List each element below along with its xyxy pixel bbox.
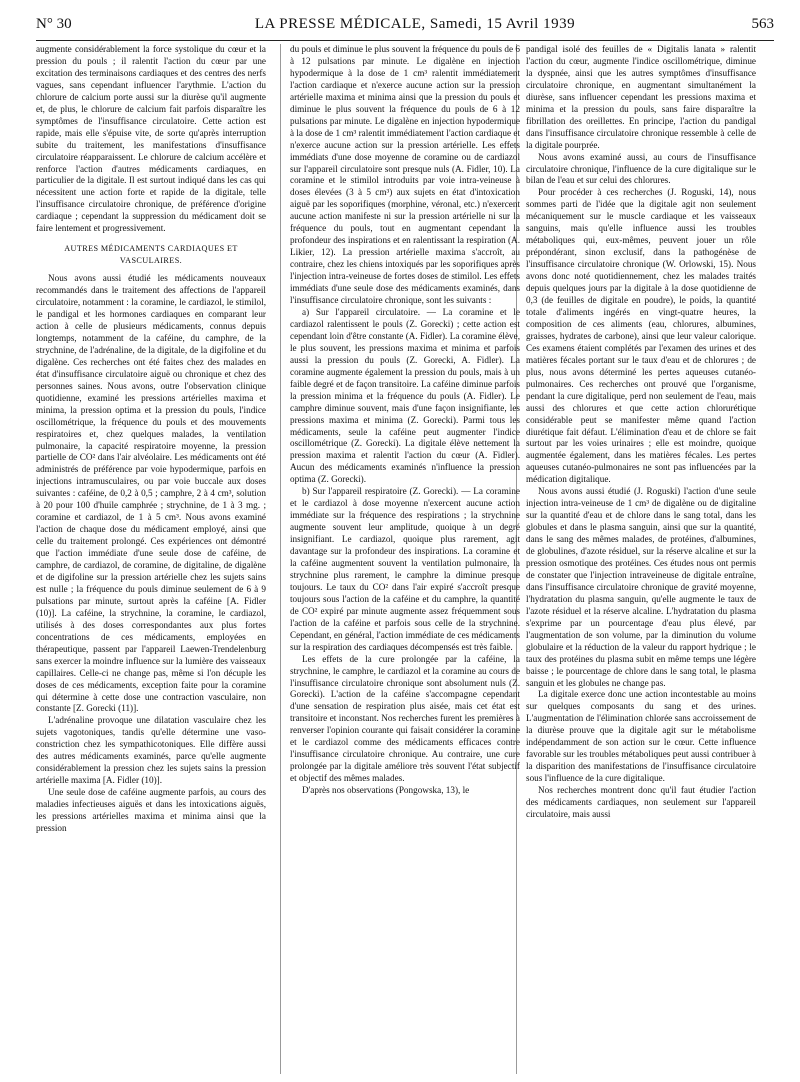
- column-right: [526, 44, 756, 1078]
- paragraph: Nous avons aussi étudié les médicaments nouveaux recommandés dans le traitement des affections de l'appareil circulatoire, notamment : la coramine, le cardiazol, le stimilol, le pandigal et les hormones cardiaques en comparant leur action à celle de plusieurs médicaments, connus depuis longtemps, notamment de la caféine, du camphre, de la strychnine, de l'adrénaline, de la digitale, de la digifoline et du digalène. Ces recherches ont été faites chez des malades en état d'insuffisance circulatoire aiguë ou chronique et chez des personnes saines. Nous avons, outre l'observation clinique quotidienne, examiné les pressions artérielles maxima et minima, la pression optima et la pression du pouls, l'indice oscillométrique, la fréquence du pouls et des mouvements respiratoires et, chez quelques malades, la ventilation pulmonaire, la capacité respiratoire moyenne, la pression partielle de CO² dans l'air alvéolaire. Les médicaments ont été administrés de préférence par voie hypodermique, parfois en injections intramusculaires, ou par voie buccale aux doses suivantes : caféine, de 0,2 à 0,5 ; camphre, 2 à 4 cm³, solution à 20 pour 100 d'huile camphrée ; strychnine, de 1 à 3 mg. ; coramine et cardiazol, de 1 à 5 cm³. Nous avons examiné l'action de chaque dose du médicament employé, ainsi que celle du traitement prolongé. Ces expériences ont démontré que l'action immédiate d'une seule dose de caféine, de camphre, de cardiazol, de coramine, de digitaline, de digalène et de digifoline sur la pression artérielle chez les sujets sains est nulle ; la fréquence du pouls diminue seulement de 6 à 9 pulsations par minute, surtout après la caféine [A. Fidler (10)]. La caféine, la strychnine, la coramine, le cardiazol, utilisés à des doses correspondantes aux plus fortes concentrations de ces médicaments, employées en thérapeutique, passent par l'appareil Laewen-Trendelenburg sans exercer la moindre influence sur la lumière des vaisseaux capillaires. Celle-ci ne change pas, même si l'on décuple les doses de ces médicaments, exception faite pour la coramine qui détermine à cette dose une contraction vasculaire, non constante [Z. Gorecki (11)].: [36, 273, 266, 714]
- paragraph: Pour procéder à ces recherches (J. Roguski, 14), nous sommes parti de l'idée que la digitale agit non seulement mécaniquement sur le muscle cardiaque et les vaisseaux sanguins, mais qu'elle influence aussi les troubles métaboliques qui, eux-mêmes, peuvent jouer un rôle prépondérant, sinon exclusif, dans la pathogénèse de l'insuffisance circulatoire chronique (W. Orlowski, 15). Nous avons donc noté quotidiennement, chez les malades traités depuis quelques jours par la digitale à la dose quotidienne de 0,3 (de feuilles de digitale en poudre), le poids, la quantité totale d'aliments ingérés en vingt-quatre heures, la composition de ces aliments (eau, chlorures, albumines, graisses, hydrates de carbone), ainsi que leur valeur calorique. Ces examens étaient complétés par l'examen des urines et des matières fécales portant sur le taux d'eau et de chlorures ; de plus, nous avons déterminé les pertes aqueuses cutanéo-pulmonaires. Ces recherches ont prouvé que l'organisme, pendant la cure digitalique, perd non seulement de l'eau, mais aussi des chlorures et que cette action chlorurétique considérable peut se manifester même quand l'action diurétique fait défaut. L'élimination d'eau et de chlore se fait surtout par les voies urinaires ; elle est moindre, quoique augmentée également, dans les matières fécales. Les pertes aqueuses cutanéo-pulmonaires ne sont pas influencées par la médication digitalique.: [526, 187, 756, 485]
- column-left: [36, 44, 266, 1078]
- journal-title: LA PRESSE MÉDICALE, Samedi, 15 Avril 1939: [254, 16, 576, 32]
- paragraph: Nous avons aussi étudié (J. Roguski) l'action d'une seule injection intra-veineuse de 1 cm³ de digalène ou de digitaline sur la quantité d'eau et de chlore dans le sang total, dans les globules et dans le plasma sanguin, ainsi que sur la quantité, dans le sang des mêmes malades, de protéines, d'albumines, de globulines, d'azote résiduel, sur la réserve alcaline et sur la pression osmotique des protéines. Ces études nous ont permis de constater que l'injection intraveineuse de digitale entraîne, dans l'insuffisance circulatoire chronique de gravité moyenne, l'hydratation du plasma sanguin, qu'elle augmente le taux de l'azote résiduel et la réserve alcaline. L'hydratation du plasma s'exprime par un pourcentage d'eau plus élevé, par l'augmentation de son volume, par la diminution du volume globulaire et la réduction de la valeur du rapport hydrique ; le taux des protéines du plasma subit en même temps une légère baisse ; le pourcentage de chlore dans le sang total, le plasma sanguin et les globules ne change pas.: [526, 486, 756, 688]
- column-divider: [280, 44, 281, 1074]
- column-middle: [290, 44, 520, 1078]
- page-number: 563: [751, 16, 774, 32]
- paragraph: a) Sur l'appareil circulatoire. — La coramine et le cardiazol ralentissent le pouls (Z. Gorecki) ; cette action est cependant loin d'être constante (A. Fidler). La coramine élève, le plus souvent, les pressions maxima et minima et parfois aussi la pression du pouls (Z. Gorecki, A. Fidler). La coramine augmente également la pression du pouls, mais à un faible degré et de façon transitoire. La caféine diminue parfois la pression minima et la fréquence du pouls (A. Fidler). Le camphre diminue souvent, mais d'une façon insignifiante, les pressions maxima et minima (Z. Gorecki). Parmi tous les médicaments, seule la caféine peut augmenter l'indice oscillométrique (Z. Gorecki). La digitale élève nettement la pression maxima et ralentit l'action du cœur (A. Fidler). Aucun des médicaments examinés n'influence la pression optima (Z. Gorecki).: [290, 306, 520, 485]
- page-header: [36, 16, 774, 41]
- paragraph: pandigal isolé des feuilles de « Digitalis lanata » ralentit l'action du cœur, augmente l'indice oscillométrique, diminue la dyspnée, ainsi que les autres symptômes d'insuffisance circulatoire chronique, en augmentant simultanément la diurèse, sans influencer cependant les pressions maxima et minima et la pression du pouls, sans faire disparaître la fibrillation des oreillettes. En principe, l'action du pandigal dans l'insuffisance circulatoire chronique ressemble à celle de la digitale pourprée.: [526, 44, 756, 150]
- section-heading: AUTRES MÉDICAMENTS CARDIAQUES ET VASCULAIRES.: [64, 244, 238, 266]
- paragraph: Les effets de la cure prolongée par la caféine, la strychnine, le camphre, le cardiazol et la coramine au cours de l'insuffisance circulatoire chronique sont absolument nuls (Z. Gorecki). L'action de la caféine s'accompagne cependant d'une sensation de respiration plus aisée, mais cet état est transitoire et inconstant. Nos recherches furent les premières à renverser l'opinion courante qui faisait considérer la coramine et le cardiazol comme des médicaments efficaces contre l'insuffisance circulatoire chronique. Au contraire, une cure prolongée par la digitale améliore très souvent l'état subjectif et objectif des mêmes malades.: [290, 653, 520, 784]
- paragraph: L'adrénaline provoque une dilatation vasculaire chez les sujets vagotoniques, tandis qu'elle détermine une vaso-constriction chez les sympathicotoniques. Elle diffère aussi des autres médicaments examinés, parce qu'elle augmente considérablement la pression chez les sujets sains la pression artérielle maxima [A. Fidler (10)].: [36, 715, 266, 786]
- paragraph: D'après nos observations (Pongowska, 13), le: [302, 785, 470, 796]
- paragraph: du pouls et diminue le plus souvent la fréquence du pouls de 6 à 12 pulsations par minute. Le digalène en injection hypodermique à la dose de 1 cm³ ralentit immédiatement l'action cardiaque et n'exerce aucune action sur la pression artérielle maxima et minima ainsi que la pression du pouls et diminue le plus souvent la fréquence du pouls de 6 à 12 pulsations par minute. Le digalène en injection hypodermique à la dose de 1 cm³ ralentit immédiatement l'action cardiaque et n'exerce aucune action sur la pression artérielle. Les effets immédiats d'une dose moyenne de coramine ou de cardiazol sur l'appareil circulatoire sont presque nuls (A. Fidler, 10). La coramine et le stimilol introduits par voie intra-veineuse à doses élevées (3 à 5 cm³) aux sujets en état d'intoxication aiguë par les soporifiques (morphine, véronal, etc.) n'exercent aucune action manifeste ni sur la pression artérielle ni sur la fréquence du pouls, tout en augmentant cependant la profondeur des inspirations et en ralentissant la respiration (A. Likier, 12). La pression artérielle maxima s'accroît, au contraire, chez les chiens intoxiqués par les soporifiques après l'injection intra-veineuse de fortes doses de stimilol. Les effets immédiats d'une seule dose des médicaments examinés, dans l'insuffisance circulatoire chronique, sont les suivants :: [290, 44, 520, 306]
- paragraph: La digitale exerce donc une action incontestable au moins sur quelques composants du sang et des urines. L'augmentation de l'élimination chlorée sans accroissement de la diurèse prouve que la digitale agit sur le métabolisme indépendamment de son action sur le cœur. Cette influence favorable sur les troubles métaboliques peut aussi contribuer à la disparition des manifestations de l'insuffisance circulatoire sous l'influence de la cure digitalique.: [526, 689, 756, 784]
- paragraph: Nous avons examiné aussi, au cours de l'insuffisance circulatoire chronique, l'influence de la cure digitalique sur le bilan de l'eau et sur celui des chlorures.: [526, 151, 756, 186]
- paragraph: Une seule dose de caféine augmente parfois, au cours des maladies infectieuses aiguës et dans les intoxications aiguës, les pressions artérielles maxima et minima ainsi que la pression: [36, 787, 266, 833]
- paragraph: Nos recherches montrent donc qu'il faut étudier l'action des médicaments cardiaques, non seulement sur l'appareil circulatoire, mais aussi: [526, 785, 756, 819]
- paragraph: augmente considérablement la force systolique du cœur et la pression du pouls ; il ralentit l'action du cœur par une excitation des terminaisons cardiaques et des centres des nerfs vagues, sans cependant influencer l'arythmie. L'action du chlorure de calcium porte aussi sur la diurèse qu'il augmente et, de plus, le chlorure de calcium fait parfois disparaître les symptômes de l'insuffisance circulatoire. Cette action est rapide, mais elle s'épuise vite, de sorte qu'après interruption subite du traitement, les manifestations d'insuffisance circulatoire réapparaissent. Le chlorure de calcium accélère et renforce l'action d'autres médicaments cardiaques, en particulier de la digitale. Il est surtout indiqué dans les cas qui nécessitent une action forte et rapide de la digitale, telle l'insuffisance circulatoire chronique, de préférence d'origine cardiaque ; cependant la suppression du médicament doit se faire lentement et progressivement.: [36, 44, 266, 234]
- issue-number: N° 30: [36, 16, 72, 32]
- paragraph: b) Sur l'appareil respiratoire (Z. Gorecki). — La coramine et le cardiazol à dose moyenne n'exercent aucune action immédiate sur la fréquence des respirations ; la strychnine augmente souvent leur amplitude, quoique à un degré insignifiant. Le cardiazol, quoique plus rarement, agit davantage sur la profondeur des inspirations. La coramine et la caféine augmentent souvent la ventilation pulmonaire, la strychnine plus rarement, le camphre la diminue presque toujours. Le taux du CO² dans l'air expiré s'accroît presque toujours sous l'action de la caféine et du camphre, la quantité de CO² expiré par minute augmente assez fréquemment sous l'action de la caféine et parfois sous celle de la strychnine. Cependant, en général, l'action immédiate de ces médicaments sur la respiration des cardiaques décompensés est très faible.: [290, 486, 520, 652]
